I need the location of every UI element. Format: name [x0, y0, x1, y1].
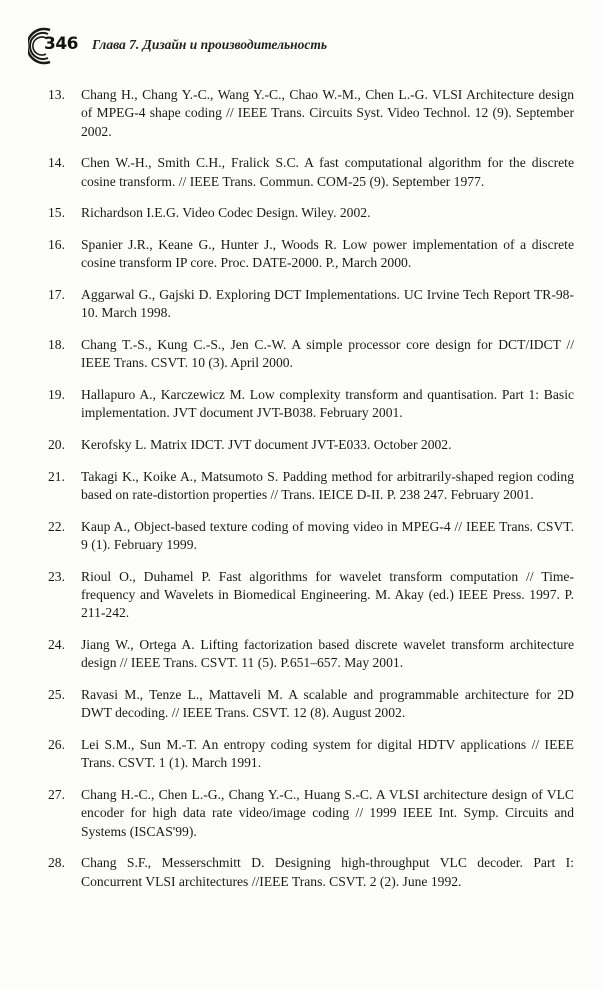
reference-item: [48, 236, 574, 273]
reference-text: Jiang W., Ortega A. Lifting factorization based discrete wavelet transform architecture design // IEEE Trans. CSVT. 11 (5). P.651–657. May 2001.: [81, 637, 574, 671]
reference-list: [48, 86, 574, 904]
reference-text: Chang T.-S., Kung C.-S., Jen C.-W. A simple processor core design for DCT/IDCT // IEEE Trans. CSVT. 10 (3). April 2000.: [81, 337, 574, 371]
reference-number: 16.: [48, 237, 65, 252]
reference-text: Chang S.F., Messerschmitt D. Designing high-throughput VLC decoder. Part I: Concurrent VLSI architectures //IEEE Trans. CSVT. 2 (2). June 1992.: [81, 855, 574, 889]
reference-item: [48, 154, 574, 191]
reference-item: [48, 86, 574, 141]
reference-text: Ravasi M., Tenze L., Mattaveli M. A scalable and programmable architecture for 2D DWT decoding. // IEEE Trans. CSVT. 12 (8). August 2002.: [81, 687, 574, 721]
reference-number: 19.: [48, 387, 65, 402]
reference-number: 24.: [48, 637, 65, 652]
reference-number: 26.: [48, 737, 65, 752]
reference-number: 14.: [48, 155, 65, 171]
reference-text: Chang H.-C., Chen L.-G., Chang Y.-C., Huang S.-C. A VLSI architecture design of VLC encoder for high data rate video/image coding // 1999 IEEE Int. Symp. Circuits and Systems (ISCAS'99).: [81, 787, 574, 839]
reference-item: [48, 286, 574, 323]
reference-text: Aggarwal G., Gajski D. Exploring DCT Implementations. UC Irvine Tech Report TR-98-10. March 1998.: [81, 287, 574, 321]
reference-text: Spanier J.R., Keane G., Hunter J., Woods R. Low power implementation of a discrete cosine transform IP core. Proc. DATE-2000. P., March 2000.: [81, 237, 574, 271]
reference-number: 13.: [48, 87, 65, 102]
reference-item: [48, 786, 574, 841]
reference-item: [48, 636, 574, 673]
reference-text: Rioul O., Duhamel P. Fast algorithms for wavelet transform computation // Time-frequency and Wavelets in Biomedical Engineering. M. Akay (ed.) IEEE Press. 1997. P. 211-242.: [81, 568, 574, 621]
reference-number: 27.: [48, 787, 65, 802]
reference-item: [48, 468, 574, 505]
reference-text: Hallapuro A., Karczewicz M. Low complexity transform and quantisation. Part 1: Basic implementation. JVT document JVT-B038. February 2001.: [81, 387, 574, 421]
reference-text: Lei S.M., Sun M.-T. An entropy coding system for digital HDTV applications // IEEE Trans. CSVT. 1 (1). March 1991.: [81, 737, 574, 771]
page-header: [28, 26, 588, 64]
reference-item: [48, 518, 574, 555]
reference-number: 22.: [48, 518, 65, 534]
reference-item: [48, 568, 574, 623]
reference-number: 15.: [48, 205, 65, 221]
reference-item: [48, 386, 574, 423]
reference-number: 25.: [48, 687, 65, 702]
reference-item: [48, 336, 574, 373]
reference-item: [48, 436, 574, 454]
reference-text: Chen W.-H., Smith C.H., Fralick S.C. A fast computational algorithm for the discrete cosine transform. // IEEE Trans. Commun. COM-25 (9). September 1977.: [81, 155, 574, 189]
reference-number: 28.: [48, 855, 65, 871]
reference-text: Kaup A., Object-based texture coding of moving video in MPEG-4 // IEEE Trans. CSVT. 9 (1). February 1999.: [81, 518, 574, 552]
reference-number: 20.: [48, 437, 65, 452]
reference-text: Chang H., Chang Y.-C., Wang Y.-C., Chao W.-M., Chen L.-G. VLSI Architecture design of MPEG-4 shape coding // IEEE Trans. Circuits Syst. Video Technol. 12 (9). September 2002.: [81, 87, 574, 139]
running-head: Глава 7. Дизайн и производительность: [92, 37, 328, 52]
reference-text: Kerofsky L. Matrix IDCT. JVT document JVT-E033. October 2002.: [81, 437, 452, 452]
reference-number: 18.: [48, 337, 65, 352]
reference-item: [48, 736, 574, 773]
reference-item: [48, 204, 574, 222]
reference-text: Richardson I.E.G. Video Codec Design. Wiley. 2002.: [81, 205, 371, 221]
page-number: 346: [44, 34, 78, 54]
reference-number: 21.: [48, 468, 65, 484]
reference-item: [48, 854, 574, 891]
reference-item: [48, 686, 574, 723]
reference-text: Takagi K., Koike A., Matsumoto S. Padding method for arbitrarily-shaped region coding based on rate-distortion properties // Trans. IEICE D-II. P. 238 247. February 2001.: [81, 468, 574, 502]
reference-number: 17.: [48, 287, 65, 302]
reference-number: 23.: [48, 568, 65, 584]
